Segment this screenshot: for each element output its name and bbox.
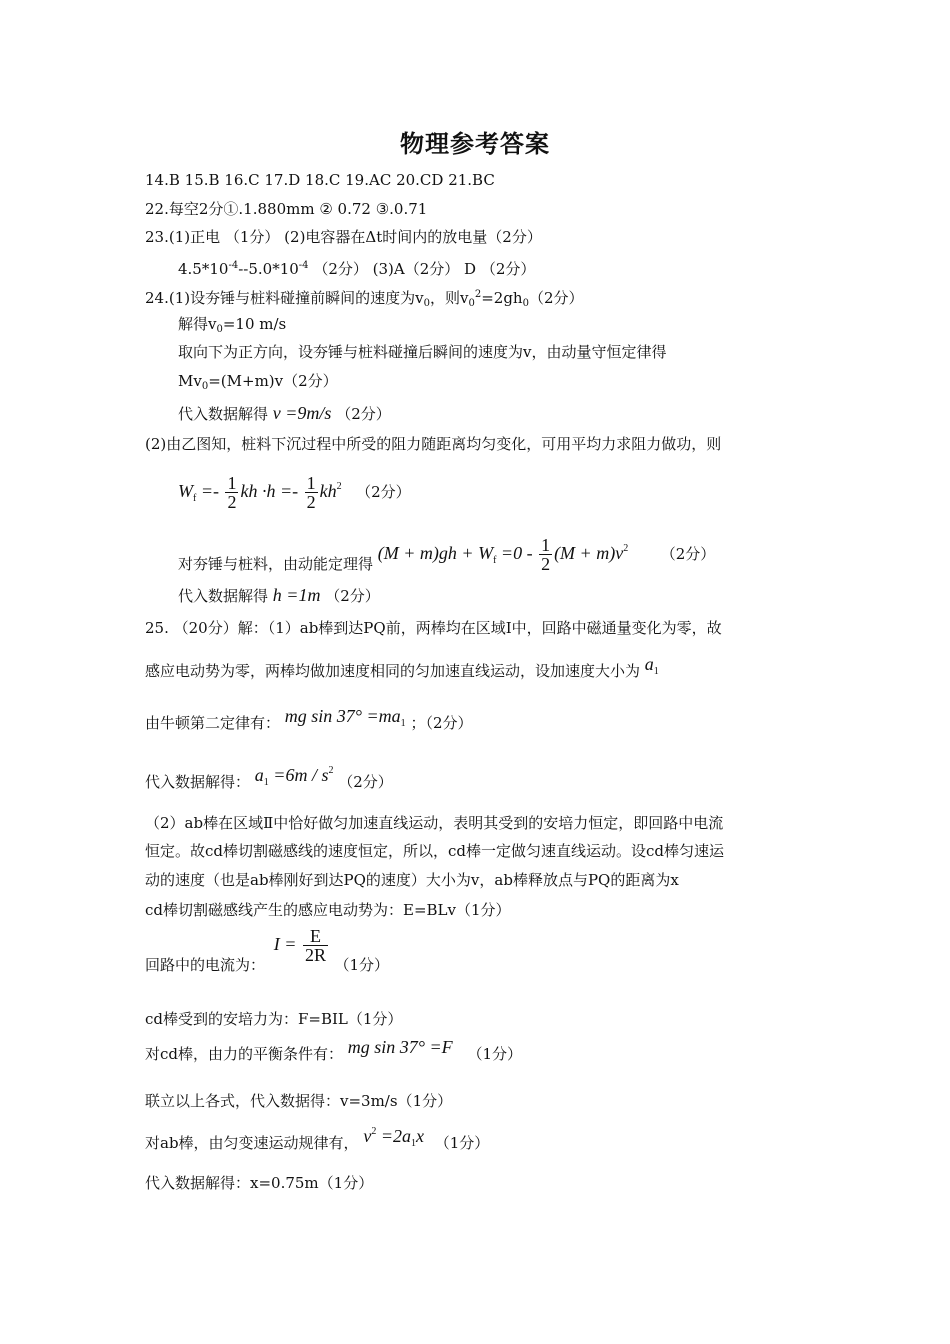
answer-25-part2-line2: 恒定。故cd棒切割磁感线的速度恒定，所以，cd棒一定做匀速直线运动。设cd棒匀速运 bbox=[145, 842, 725, 860]
acceleration-result-row: 代入数据解得： $a_1 =6m / s^2$ （2分） bbox=[145, 765, 393, 791]
answer-25-part2-line3: 动的速度（也是ab棒刚好到达PQ的速度）大小为v，ab棒释放点与PQ的距离为x bbox=[145, 871, 679, 889]
page-title: 物理参考答案 bbox=[400, 130, 550, 158]
emf-line: cd棒切割磁感线产生的感应电动势为：E=BLv（1分） bbox=[145, 901, 511, 919]
work-formula-row: $W_f$ =- $\frac{1}{2}$ kh ·h =- $\frac{1}{2}$ $kh^2$ （2分） bbox=[178, 473, 411, 513]
kinematics-row: 对ab棒，由匀变速运动规律有， $v^2 =2a_1x$ （1分） bbox=[145, 1126, 490, 1152]
fraction-half: $\frac{1}{2}$ bbox=[306, 473, 316, 513]
answer-24-line2: 解得$v_0=10$ m/s bbox=[178, 315, 287, 335]
answer-24-result: 代入数据解得 h =1m （2分） bbox=[178, 585, 380, 605]
answer-25-line2: 感应电动势为零，两棒均做加速度相同的匀加速直线运动，设加速度大小为 $a_1$ bbox=[145, 654, 659, 680]
newton-law-row: 由牛顿第二定律有： mg $\sin 37^\circ =ma_1$ ；（2分） bbox=[145, 706, 473, 732]
fraction-e-over-2r: $\frac{E}{2R}$ bbox=[304, 926, 326, 966]
answer-24-line5: 代入数据解得 v =9m/s （2分） bbox=[178, 403, 391, 423]
acceleration-formula: $a_1 =6m / s^2$ bbox=[254, 765, 334, 788]
velocity-formula: v =9m/s bbox=[272, 403, 332, 423]
answer-24-line3: 取向下为正方向，设夯锤与桩料碰撞后瞬间的速度为v，由动量守恒定律得 bbox=[178, 343, 667, 361]
answer-25-part2-line1: （2）ab棒在区域Ⅱ中恰好做匀加速直线运动，表明其受到的安培力恒定，即回路中电流 bbox=[145, 814, 724, 832]
current-formula: I = $\frac{E}{2R}$ bbox=[273, 926, 326, 966]
distance-result-line: 代入数据解得：x=0.75m（1分） bbox=[145, 1174, 374, 1192]
answer-23-part2: $4.5*10^{-4}--5.0*10^{-4}$ （2分） (3)A（2分） D （2分） bbox=[178, 260, 536, 278]
newton-formula: mg $\sin 37^\circ =ma_1$ bbox=[284, 706, 406, 729]
answer-24-line4: $Mv_0=(M+m)v(2$分） bbox=[178, 372, 338, 392]
answer-24-line1: 24.(1)设夯锤与桩料碰撞前瞬间的速度为$v_0$，则$v_0^2=2gh_0(2$分） bbox=[145, 289, 584, 309]
balance-formula: mg sin 37° =F bbox=[347, 1037, 453, 1057]
answers-14-21: 14.B 15.B 16.C 17.D 18.C 19.AC 20.CD 21.BC bbox=[145, 171, 495, 189]
acceleration-symbol: $a_1$ bbox=[644, 654, 659, 677]
answer-22: 22.每空2分①.1.880mm ② 0.72 ③.0.71 bbox=[145, 200, 428, 218]
ampere-force-line: cd棒受到的安培力为：F=BIL（1分） bbox=[145, 1010, 403, 1028]
fraction-half: $\frac{1}{2}$ bbox=[541, 535, 551, 575]
work-formula: $W_f$ =- $\frac{1}{2}$ kh ·h =- $\frac{1}{2}$ $kh^2$ bbox=[178, 473, 342, 513]
energy-formula-row: 对夯锤与桩料，由动能定理得 $(M + m)gh + W_f =0$ - $\frac{1}{2}$ $(M + m)v^2$ （2分） bbox=[178, 535, 716, 575]
current-formula-row: 回路中的电流为： I = $\frac{E}{2R}$ （1分） bbox=[145, 926, 389, 974]
answer-23-part1: 23.(1)正电 （1分） (2)电容器在Δt时间内的放电量（2分） bbox=[145, 228, 542, 246]
answer-25-line1: 25. （20分）解：（1）ab棒到达PQ前，两棒均在区域Ⅰ中，回路中磁通量变化为零，故 bbox=[145, 619, 722, 637]
answer-24-part2-intro: (2)由乙图知，桩料下沉过程中所受的阻力随距离均匀变化，可用平均力求阻力做功，则 bbox=[145, 435, 722, 453]
depth-formula: h =1m bbox=[272, 585, 321, 605]
fraction-half: $\frac{1}{2}$ bbox=[227, 473, 237, 513]
balance-row: 对cd棒，由力的平衡条件有： mg sin 37° =F （1分） bbox=[145, 1037, 522, 1063]
velocity-result-line: 联立以上各式，代入数据得：v=3m/s（1分） bbox=[145, 1092, 453, 1110]
kinematics-formula: $v^2 =2a_1x$ bbox=[363, 1126, 424, 1149]
energy-formula: $(M + m)gh + W_f =0$ - $\frac{1}{2}$ $(M + m)v^2$ bbox=[377, 535, 629, 575]
